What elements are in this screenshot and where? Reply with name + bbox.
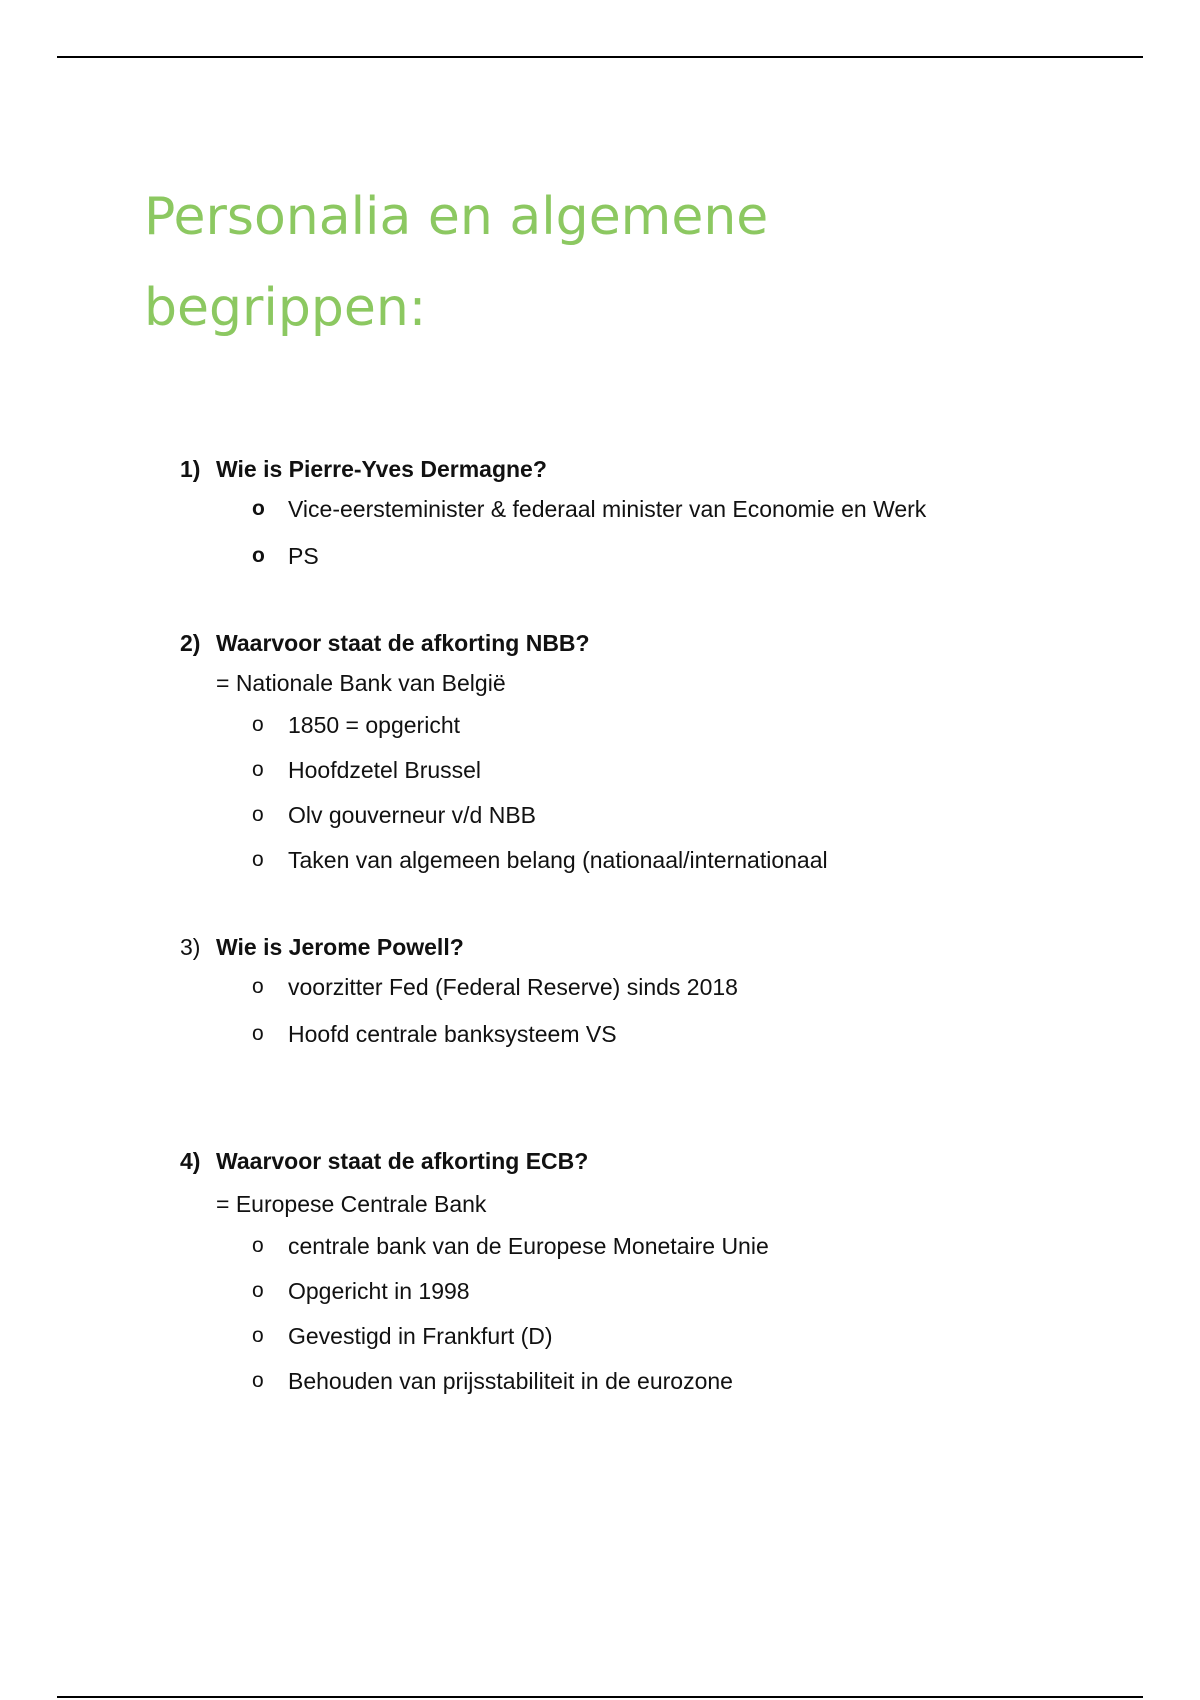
bullet-icon: o: [252, 975, 264, 998]
bullet-icon: o: [252, 713, 264, 736]
bullet-icon: o: [252, 1234, 264, 1257]
question-number: 1): [180, 456, 201, 482]
list-item: o Opgericht in 1998: [252, 1278, 470, 1304]
bullet-icon: o: [252, 758, 264, 781]
footer-rule: [57, 1696, 1143, 1698]
question-1: [180, 455, 547, 483]
list-item: o Taken van algemeen belang (nationaal/internationaal: [252, 847, 828, 873]
question-number: 2): [180, 630, 201, 656]
list-item: o Behouden van prijsstabiliteit in de eurozone: [252, 1368, 733, 1394]
question-text: Wie is Pierre-Yves Dermagne?: [216, 456, 547, 482]
list-item: o voorzitter Fed (Federal Reserve) sinds 2018: [252, 974, 738, 1000]
list-item: o Olv gouverneur v/d NBB: [252, 802, 537, 828]
list-item: o Hoofdzetel Brussel: [252, 757, 482, 783]
bullet-icon: o: [252, 1279, 264, 1302]
page-title: Personalia en algemene begrippen:: [144, 187, 769, 338]
header-rule: [57, 56, 1143, 58]
bullet-icon: o: [252, 544, 265, 567]
bullet-icon: o: [252, 1369, 264, 1392]
question-number: 4): [180, 1148, 201, 1174]
question-3: [180, 933, 464, 961]
bullet-icon: o: [252, 803, 264, 826]
list-item: o Hoofd centrale banksysteem VS: [252, 1021, 617, 1047]
definition: = Europese Centrale Bank: [216, 1191, 487, 1217]
bullet-icon: o: [252, 1324, 264, 1347]
question-text: Waarvoor staat de afkorting ECB?: [216, 1148, 589, 1174]
list-item: o 1850 = opgericht: [252, 712, 460, 738]
question-number: 3): [180, 934, 201, 960]
list-item: o Gevestigd in Frankfurt (D): [252, 1323, 553, 1349]
list-item: o Vice-eersteminister & federaal minister van Economie en Werk: [252, 496, 927, 522]
bullet-icon: o: [252, 1022, 264, 1045]
list-item: o centrale bank van de Europese Monetaire Unie: [252, 1233, 769, 1259]
list-item: o PS: [252, 543, 319, 569]
question-2: [180, 629, 590, 657]
question-text: Wie is Jerome Powell?: [216, 934, 464, 960]
bullet-icon: o: [252, 497, 265, 520]
definition: = Nationale Bank van België: [216, 670, 506, 696]
question-4: [180, 1147, 588, 1175]
question-text: Waarvoor staat de afkorting NBB?: [216, 630, 590, 656]
bullet-icon: o: [252, 848, 264, 871]
